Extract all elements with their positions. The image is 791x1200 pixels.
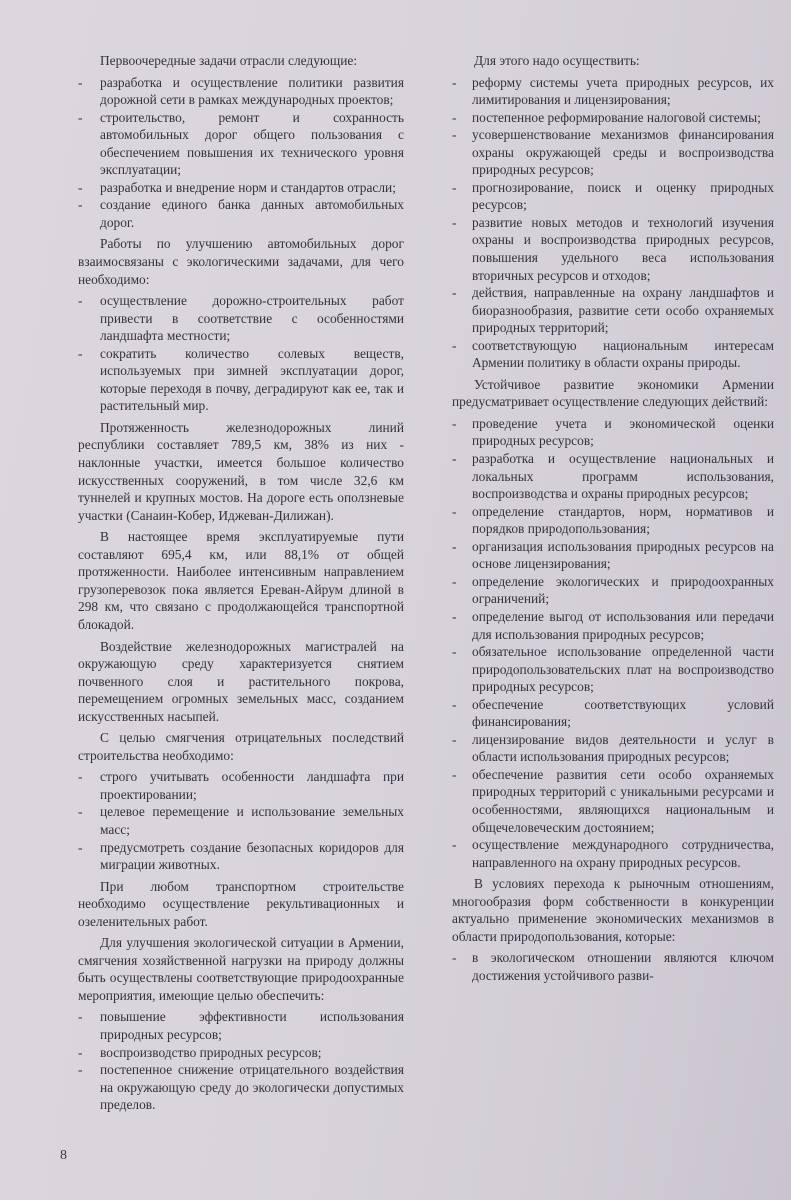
list-item: - развитие новых методов и технологий изучения охраны и воспроизводства природных ресурсов, повышения удельного веса использования вторичных ресурсов и отходов; [452, 214, 774, 284]
paragraph: Устойчивое развитие экономики Армении предусматривает осуществление следующих действий: [452, 376, 774, 410]
list-item: - разработка и осуществление политики развития дорожной сети в рамках международных проектов; [78, 74, 404, 109]
paragraph: Воздействие железнодорожных магистралей на окружающую среду характеризуется снятием почвенного слоя и растительного покрова, перемещением огромных земельных масс, созданием искусственных насыпей. [78, 638, 404, 724]
bullet-list [78, 292, 404, 415]
list-item: - обязательное использование определенной части природопользовательских плат на воспроизводство природных ресурсов; [452, 643, 774, 696]
paragraph: Для этого надо осуществить: [474, 53, 640, 68]
bullet-list [452, 74, 774, 372]
list-item: - целевое перемещение и использование земельных масс; [78, 803, 404, 838]
list-item: - обеспечение развития сети особо охраняемых природных территорий с уникальными ресурсами и особенностями, являющихся национальным и общечеловеческим достоянием; [452, 766, 774, 836]
right-column [452, 52, 774, 988]
list-item: - действия, направленные на охрану ландшафтов и биоразнообразия, развитие сети особо охраняемых природных территорий; [452, 284, 774, 337]
bullet-list [78, 1008, 404, 1113]
paragraph: Работы по улучшению автомобильных дорог взаимосвязаны с экологическими задачами, для чего необходимо: [78, 236, 404, 287]
list-item: - организация использования природных ресурсов на основе лицензирования; [452, 538, 774, 573]
list-item: - воспроизводство природных ресурсов; [78, 1044, 404, 1062]
list-item: - определение выгод от использования или передачи для использования природных ресурсов; [452, 608, 774, 643]
list-item: - осуществление дорожно-строительных работ привести в соответствие с особенностями ландшафта местности; [78, 292, 404, 345]
list-item: - предусмотреть создание безопасных коридоров для миграции животных. [78, 839, 404, 874]
list-item: - строительство, ремонт и сохранность автомобильных дорог общего пользования с обеспечением повышения их технического уровня эксплуатации; [78, 109, 404, 179]
list-item: - повышение эффективности использования природных ресурсов; [78, 1008, 404, 1043]
paragraph: Для улучшения экологической ситуации в Армении, смягчения хозяйственной нагрузки на природу должны быть осуществлены соответствующие природоохранные мероприятия, имеющие целью обеспечить: [78, 935, 404, 1003]
list-item: - строго учитывать особенности ландшафта при проектировании; [78, 768, 404, 803]
list-item: - соответствующую национальным интересам Армении политику в области охраны природы. [452, 337, 774, 372]
paragraph: Первоочередные задачи отрасли следующие: [100, 53, 358, 68]
paragraph: С целью смягчения отрицательных последствий строительства необходимо: [78, 730, 404, 763]
list-item: - лицензирование видов деятельности и услуг в области использования природных ресурсов; [452, 731, 774, 766]
list-item: - проведение учета и экономической оценки природных ресурсов; [452, 415, 774, 450]
list-item: - постепенное снижение отрицательного воздействия на окружающую среду до экологически допустимых пределов. [78, 1061, 404, 1114]
list-item: - обеспечение соответствующих условий финансирования; [452, 696, 774, 731]
list-item: - прогнозирование, поиск и оценку природных ресурсов; [452, 179, 774, 214]
list-item: - создание единого банка данных автомобильных дорог. [78, 196, 404, 231]
page-number: 8 [60, 1148, 67, 1163]
left-column [78, 52, 404, 1118]
bullet-list [452, 415, 774, 871]
list-item: - усовершенствование механизмов финансирования охраны окружающей среды и воспроизводства природных ресурсов; [452, 126, 774, 179]
bullet-list [78, 74, 404, 232]
list-item: - постепенное реформирование налоговой системы; [452, 109, 774, 127]
list-item: - сократить количество солевых веществ, используемых при зимней эксплуатации дорог, которые переходя в почву, деградируют как ее, так и растительный мир. [78, 345, 404, 415]
list-item: - в экологическом отношении являются ключом достижения устойчивого разви- [452, 949, 774, 984]
list-item: - определение стандартов, норм, нормативов и порядков природопользования; [452, 503, 774, 538]
paragraph: В условиях перехода к рыночным отношениям, многообразия форм собственности в конкуренции актуально применение экономических механизмов в области природопользования, которые: [452, 876, 774, 944]
paragraph: При любом транспортном строительстве необходимо осуществление рекультивационных и озеленительных работ. [78, 878, 404, 929]
list-item: - разработка и внедрение норм и стандартов отрасли; [78, 179, 404, 197]
bullet-list [78, 768, 404, 873]
list-item: - определение экологических и природоохранных ограничений; [452, 573, 774, 608]
paragraph: В настоящее время эксплуатируемые пути составляют 695,4 км, или 88,1% от общей протяженности. Наиболее интенсивным направлением грузоперевозок пока является Ереван-Айрум длиной в 298 км, что связано с продолжающейся транспортной блокадой. [78, 529, 404, 632]
list-item: - осуществление международного сотрудничества, направленного на охрану природных ресурсов. [452, 836, 774, 871]
list-item: - реформу системы учета природных ресурсов, их лимитирования и лицензирования; [452, 74, 774, 109]
bullet-list [452, 949, 774, 984]
paragraph: Протяженность железнодорожных линий республики составляет 789,5 км, 38% из них - наклонные участки, имеется большое количество искусственных сооружений, в том числе 32,6 км туннелей и крупных мостов. На дороге есть оползневые участки (Санаин-Кобер, Иджеван-Дилижан). [78, 419, 404, 523]
list-item: - разработка и осуществление национальных и локальных программ использования, воспроизводства и охраны природных ресурсов; [452, 450, 774, 503]
